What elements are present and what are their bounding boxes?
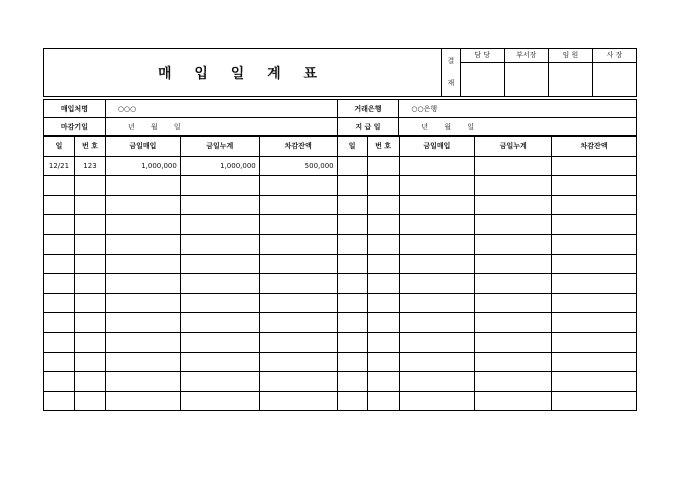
table-cell[interactable]: [74, 332, 105, 352]
table-cell[interactable]: [180, 254, 259, 274]
table-cell[interactable]: [475, 254, 552, 274]
table-cell[interactable]: [74, 313, 105, 333]
table-cell[interactable]: [44, 215, 75, 235]
table-cell[interactable]: [44, 352, 75, 372]
table-cell[interactable]: [44, 195, 75, 215]
table-cell[interactable]: 1,000,000: [105, 156, 180, 176]
column-header: 금일매입: [399, 137, 475, 157]
table-cell[interactable]: [475, 234, 552, 254]
table-cell[interactable]: [105, 372, 180, 392]
table-cell[interactable]: [180, 274, 259, 294]
table-row: [44, 352, 637, 372]
ledger-header-row: [44, 137, 637, 157]
table-row: [44, 215, 637, 235]
table-row: [44, 274, 637, 294]
closing-date-label: 마감기일: [44, 118, 106, 136]
purchaser-field[interactable]: ○○○: [105, 100, 337, 118]
table-cell[interactable]: [105, 215, 180, 235]
table-cell[interactable]: [180, 391, 259, 411]
table-cell[interactable]: [367, 293, 399, 313]
column-header: 일: [44, 137, 75, 157]
info-table: [43, 99, 637, 136]
table-row: [44, 391, 637, 411]
approval-box: [441, 49, 636, 97]
column-header: 금일매입: [105, 137, 180, 157]
table-cell[interactable]: [367, 234, 399, 254]
table-cell[interactable]: [399, 274, 475, 294]
table-cell[interactable]: [552, 156, 637, 176]
table-cell[interactable]: [399, 234, 475, 254]
table-cell[interactable]: [180, 293, 259, 313]
table-row: [44, 372, 637, 392]
table-cell[interactable]: [552, 234, 637, 254]
table-cell[interactable]: [475, 391, 552, 411]
table-cell[interactable]: [44, 372, 75, 392]
table-cell[interactable]: [44, 254, 75, 274]
approval-sign-executive[interactable]: [548, 62, 592, 96]
table-cell[interactable]: [552, 274, 637, 294]
table-cell[interactable]: 123: [74, 156, 105, 176]
table-cell[interactable]: [399, 215, 475, 235]
table-cell[interactable]: [552, 254, 637, 274]
table-cell[interactable]: [367, 313, 399, 333]
table-cell[interactable]: [337, 352, 367, 372]
table-cell[interactable]: [475, 195, 552, 215]
table-cell[interactable]: [105, 352, 180, 372]
approval-role-staff: 담 당: [460, 49, 504, 62]
table-cell[interactable]: [180, 176, 259, 196]
table-cell[interactable]: [44, 391, 75, 411]
table-cell[interactable]: [367, 156, 399, 176]
table-cell[interactable]: [105, 176, 180, 196]
table-cell[interactable]: [180, 215, 259, 235]
table-cell[interactable]: [74, 176, 105, 196]
table-cell[interactable]: [74, 372, 105, 392]
header-block: [43, 48, 637, 97]
table-cell[interactable]: [44, 234, 75, 254]
purchaser-label: 매입처명: [44, 100, 106, 118]
table-cell[interactable]: [105, 234, 180, 254]
column-header: 번 호: [367, 137, 399, 157]
table-cell[interactable]: [367, 332, 399, 352]
table-cell[interactable]: [259, 274, 337, 294]
table-cell[interactable]: [367, 274, 399, 294]
table-cell[interactable]: [475, 215, 552, 235]
table-cell[interactable]: 1,000,000: [180, 156, 259, 176]
table-row: [44, 195, 637, 215]
bank-field[interactable]: ○○은행: [399, 100, 637, 118]
table-cell[interactable]: [475, 176, 552, 196]
table-cell[interactable]: [367, 372, 399, 392]
table-cell[interactable]: [259, 215, 337, 235]
approval-sign-president[interactable]: [592, 62, 636, 96]
table-cell[interactable]: [337, 234, 367, 254]
payment-date-field[interactable]: 년 월 일: [399, 118, 637, 136]
table-cell[interactable]: [180, 352, 259, 372]
table-cell[interactable]: [259, 195, 337, 215]
approval-sign-staff[interactable]: [460, 62, 504, 96]
table-cell[interactable]: [74, 195, 105, 215]
table-cell[interactable]: [259, 332, 337, 352]
table-row: [44, 176, 637, 196]
table-row: [44, 156, 637, 176]
table-cell[interactable]: [337, 156, 367, 176]
table-cell[interactable]: [367, 176, 399, 196]
column-header: 번 호: [74, 137, 105, 157]
table-cell[interactable]: [399, 391, 475, 411]
table-cell[interactable]: [259, 234, 337, 254]
table-cell[interactable]: [337, 274, 367, 294]
table-row: [44, 254, 637, 274]
table-cell[interactable]: [259, 313, 337, 333]
closing-date-field[interactable]: 년 월 일: [105, 118, 337, 136]
table-cell[interactable]: [552, 332, 637, 352]
table-cell[interactable]: [552, 176, 637, 196]
table-cell[interactable]: [44, 332, 75, 352]
table-cell[interactable]: [552, 195, 637, 215]
table-cell[interactable]: [337, 176, 367, 196]
ledger-body: [44, 156, 637, 411]
table-cell[interactable]: [105, 293, 180, 313]
table-cell[interactable]: [74, 293, 105, 313]
table-cell[interactable]: [74, 234, 105, 254]
table-cell[interactable]: [180, 195, 259, 215]
table-cell[interactable]: [44, 274, 75, 294]
table-cell[interactable]: [552, 352, 637, 372]
table-cell[interactable]: [475, 293, 552, 313]
table-cell[interactable]: [367, 195, 399, 215]
table-cell[interactable]: [74, 274, 105, 294]
table-cell[interactable]: [552, 215, 637, 235]
table-cell[interactable]: [399, 254, 475, 274]
approval-role-executive: 임 원: [548, 49, 592, 62]
table-cell[interactable]: [399, 195, 475, 215]
table-cell[interactable]: [337, 215, 367, 235]
table-cell[interactable]: [475, 332, 552, 352]
table-cell[interactable]: [337, 254, 367, 274]
approval-role-president: 사 장: [592, 49, 636, 62]
table-cell[interactable]: [475, 313, 552, 333]
table-cell[interactable]: [367, 215, 399, 235]
table-cell[interactable]: [399, 332, 475, 352]
table-cell[interactable]: [105, 254, 180, 274]
payment-date-label: 지 급 일: [337, 118, 399, 136]
table-row: [44, 313, 637, 333]
table-cell[interactable]: [74, 391, 105, 411]
table-cell[interactable]: [475, 352, 552, 372]
table-cell[interactable]: [74, 254, 105, 274]
table-cell[interactable]: [44, 293, 75, 313]
table-cell[interactable]: [259, 372, 337, 392]
table-cell[interactable]: [337, 293, 367, 313]
table-cell[interactable]: [105, 313, 180, 333]
table-cell[interactable]: [105, 391, 180, 411]
table-cell[interactable]: [180, 332, 259, 352]
table-cell[interactable]: [44, 313, 75, 333]
table-cell[interactable]: [337, 332, 367, 352]
table-cell[interactable]: [399, 156, 475, 176]
table-cell[interactable]: [367, 352, 399, 372]
table-cell[interactable]: [475, 156, 552, 176]
table-cell[interactable]: [180, 372, 259, 392]
table-cell[interactable]: 500,000: [259, 156, 337, 176]
table-cell[interactable]: [105, 274, 180, 294]
table-row: [44, 234, 637, 254]
table-cell[interactable]: [399, 352, 475, 372]
table-cell[interactable]: [74, 215, 105, 235]
table-cell[interactable]: [259, 176, 337, 196]
table-cell[interactable]: [74, 352, 105, 372]
table-cell[interactable]: [367, 391, 399, 411]
table-cell[interactable]: [337, 391, 367, 411]
table-cell[interactable]: [337, 372, 367, 392]
table-cell[interactable]: [180, 313, 259, 333]
table-cell[interactable]: [552, 372, 637, 392]
table-cell[interactable]: [105, 195, 180, 215]
table-cell[interactable]: [259, 254, 337, 274]
column-header: 차감잔액: [552, 137, 637, 157]
table-cell[interactable]: [337, 313, 367, 333]
table-cell[interactable]: [259, 391, 337, 411]
bank-label: 거래은행: [337, 100, 399, 118]
column-header: 금일누계: [475, 137, 552, 157]
table-cell[interactable]: [44, 176, 75, 196]
table-cell[interactable]: [105, 332, 180, 352]
table-cell[interactable]: [475, 274, 552, 294]
purchase-daily-sheet: [43, 48, 637, 411]
table-cell[interactable]: [475, 372, 552, 392]
approval-role-manager: 부서장: [504, 49, 548, 62]
table-cell[interactable]: [259, 293, 337, 313]
page-title: 매 입 일 계 표: [157, 65, 327, 82]
column-header: 금일누계: [180, 137, 259, 157]
table-cell[interactable]: [399, 313, 475, 333]
approval-sign-manager[interactable]: [504, 62, 548, 96]
table-cell[interactable]: [337, 195, 367, 215]
table-cell[interactable]: 12/21: [44, 156, 75, 176]
ledger-table: [43, 136, 637, 411]
column-header: 차감잔액: [259, 137, 337, 157]
table-cell[interactable]: [399, 372, 475, 392]
table-cell[interactable]: [259, 352, 337, 372]
table-cell[interactable]: [552, 391, 637, 411]
table-row: [44, 293, 637, 313]
table-cell[interactable]: [399, 176, 475, 196]
approval-side-label: 결 재: [442, 49, 461, 96]
column-header: 일: [337, 137, 367, 157]
table-cell[interactable]: [180, 234, 259, 254]
table-cell[interactable]: [367, 254, 399, 274]
table-row: [44, 332, 637, 352]
table-cell[interactable]: [552, 313, 637, 333]
table-cell[interactable]: [552, 293, 637, 313]
table-cell[interactable]: [399, 293, 475, 313]
